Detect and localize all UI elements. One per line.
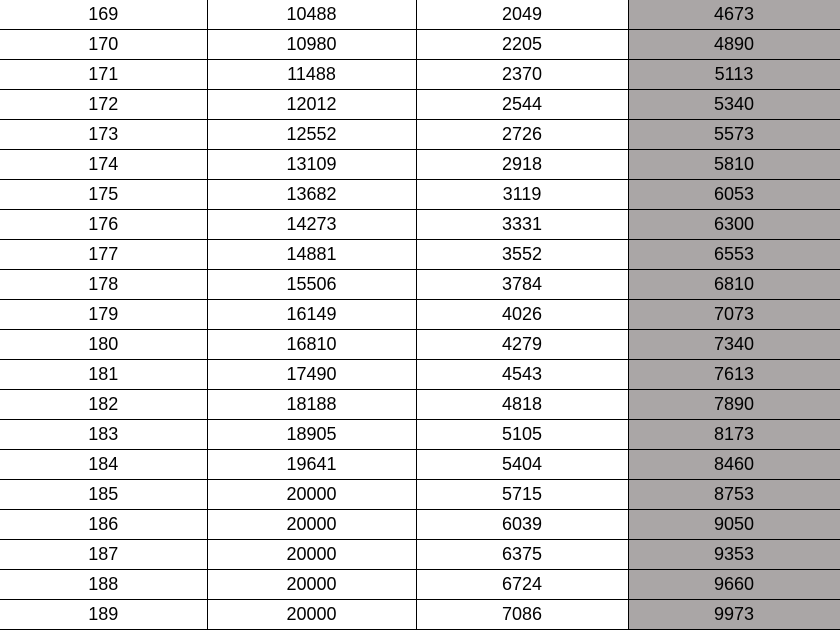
- row-number-cell[interactable]: 178: [0, 270, 207, 300]
- highlighted-value-cell[interactable]: 5113: [628, 60, 840, 90]
- highlighted-value-cell[interactable]: 9660: [628, 570, 840, 600]
- value-cell-c[interactable]: 4026: [416, 300, 628, 330]
- value-cell-c[interactable]: 5105: [416, 420, 628, 450]
- table-row: [0, 240, 840, 270]
- value-cell-b[interactable]: 20000: [207, 510, 416, 540]
- value-cell-b[interactable]: 16149: [207, 300, 416, 330]
- highlighted-value-cell[interactable]: 9973: [628, 600, 840, 630]
- table-row: [0, 120, 840, 150]
- highlighted-value-cell[interactable]: 6300: [628, 210, 840, 240]
- row-number-cell[interactable]: 175: [0, 180, 207, 210]
- table-row: [0, 450, 840, 480]
- row-number-cell[interactable]: 177: [0, 240, 207, 270]
- value-cell-b[interactable]: 14273: [207, 210, 416, 240]
- value-cell-b[interactable]: 19641: [207, 450, 416, 480]
- table-row: [0, 390, 840, 420]
- value-cell-b[interactable]: 18188: [207, 390, 416, 420]
- row-number-cell[interactable]: 188: [0, 570, 207, 600]
- row-number-cell[interactable]: 173: [0, 120, 207, 150]
- value-cell-c[interactable]: 3119: [416, 180, 628, 210]
- highlighted-value-cell[interactable]: 7613: [628, 360, 840, 390]
- row-number-cell[interactable]: 184: [0, 450, 207, 480]
- value-cell-c[interactable]: 3784: [416, 270, 628, 300]
- highlighted-value-cell[interactable]: 7073: [628, 300, 840, 330]
- row-number-cell[interactable]: 180: [0, 330, 207, 360]
- highlighted-value-cell[interactable]: 6553: [628, 240, 840, 270]
- highlighted-value-cell[interactable]: 9050: [628, 510, 840, 540]
- value-cell-b[interactable]: 17490: [207, 360, 416, 390]
- row-number-cell[interactable]: 181: [0, 360, 207, 390]
- value-cell-b[interactable]: 20000: [207, 480, 416, 510]
- row-number-cell[interactable]: 187: [0, 540, 207, 570]
- value-cell-c[interactable]: 4818: [416, 390, 628, 420]
- value-cell-b[interactable]: 20000: [207, 600, 416, 630]
- highlighted-value-cell[interactable]: 7890: [628, 390, 840, 420]
- value-cell-b[interactable]: 12552: [207, 120, 416, 150]
- row-number-cell[interactable]: 183: [0, 420, 207, 450]
- table-row: [0, 510, 840, 540]
- table-row: [0, 210, 840, 240]
- highlighted-value-cell[interactable]: 8753: [628, 480, 840, 510]
- value-cell-c[interactable]: 6375: [416, 540, 628, 570]
- value-cell-c[interactable]: 5715: [416, 480, 628, 510]
- value-cell-b[interactable]: 15506: [207, 270, 416, 300]
- value-cell-b[interactable]: 10488: [207, 0, 416, 30]
- value-cell-b[interactable]: 13109: [207, 150, 416, 180]
- highlighted-value-cell[interactable]: 6810: [628, 270, 840, 300]
- value-cell-c[interactable]: 2726: [416, 120, 628, 150]
- highlighted-value-cell[interactable]: 7340: [628, 330, 840, 360]
- table-row: [0, 0, 840, 30]
- value-cell-c[interactable]: 2205: [416, 30, 628, 60]
- row-number-cell[interactable]: 179: [0, 300, 207, 330]
- value-cell-c[interactable]: 6039: [416, 510, 628, 540]
- table-row: [0, 60, 840, 90]
- highlighted-value-cell[interactable]: 8173: [628, 420, 840, 450]
- value-cell-b[interactable]: 12012: [207, 90, 416, 120]
- highlighted-value-cell[interactable]: 4673: [628, 0, 840, 30]
- row-number-cell[interactable]: 171: [0, 60, 207, 90]
- row-number-cell[interactable]: 182: [0, 390, 207, 420]
- highlighted-value-cell[interactable]: 5340: [628, 90, 840, 120]
- row-number-cell[interactable]: 186: [0, 510, 207, 540]
- value-cell-c[interactable]: 2918: [416, 150, 628, 180]
- table-row: [0, 270, 840, 300]
- highlighted-value-cell[interactable]: 6053: [628, 180, 840, 210]
- highlighted-value-cell[interactable]: 9353: [628, 540, 840, 570]
- table-row: [0, 600, 840, 630]
- highlighted-value-cell[interactable]: 4890: [628, 30, 840, 60]
- value-cell-c[interactable]: 2049: [416, 0, 628, 30]
- value-cell-c[interactable]: 4279: [416, 330, 628, 360]
- value-cell-c[interactable]: 7086: [416, 600, 628, 630]
- value-cell-c[interactable]: 3552: [416, 240, 628, 270]
- table-row: [0, 150, 840, 180]
- value-cell-c[interactable]: 4543: [416, 360, 628, 390]
- table-row: [0, 90, 840, 120]
- value-cell-b[interactable]: 10980: [207, 30, 416, 60]
- value-cell-b[interactable]: 11488: [207, 60, 416, 90]
- value-cell-c[interactable]: 2544: [416, 90, 628, 120]
- highlighted-value-cell[interactable]: 5573: [628, 120, 840, 150]
- value-cell-b[interactable]: 16810: [207, 330, 416, 360]
- value-cell-b[interactable]: 14881: [207, 240, 416, 270]
- table-row: [0, 180, 840, 210]
- value-cell-c[interactable]: 6724: [416, 570, 628, 600]
- table-row: [0, 540, 840, 570]
- value-cell-b[interactable]: 20000: [207, 540, 416, 570]
- table-row: [0, 570, 840, 600]
- highlighted-value-cell[interactable]: 8460: [628, 450, 840, 480]
- table-row: [0, 330, 840, 360]
- row-number-cell[interactable]: 185: [0, 480, 207, 510]
- row-number-cell[interactable]: 170: [0, 30, 207, 60]
- table-row: [0, 480, 840, 510]
- table-row: [0, 30, 840, 60]
- value-cell-c[interactable]: 5404: [416, 450, 628, 480]
- row-number-cell[interactable]: 176: [0, 210, 207, 240]
- row-number-cell[interactable]: 169: [0, 0, 207, 30]
- value-cell-b[interactable]: 18905: [207, 420, 416, 450]
- table-row: [0, 300, 840, 330]
- row-number-cell[interactable]: 174: [0, 150, 207, 180]
- table-row: [0, 360, 840, 390]
- row-number-cell[interactable]: 189: [0, 600, 207, 630]
- value-cell-b[interactable]: 13682: [207, 180, 416, 210]
- value-cell-b[interactable]: 20000: [207, 570, 416, 600]
- row-number-cell[interactable]: 172: [0, 90, 207, 120]
- highlighted-value-cell[interactable]: 5810: [628, 150, 840, 180]
- value-cell-c[interactable]: 2370: [416, 60, 628, 90]
- value-cell-c[interactable]: 3331: [416, 210, 628, 240]
- table-row: [0, 420, 840, 450]
